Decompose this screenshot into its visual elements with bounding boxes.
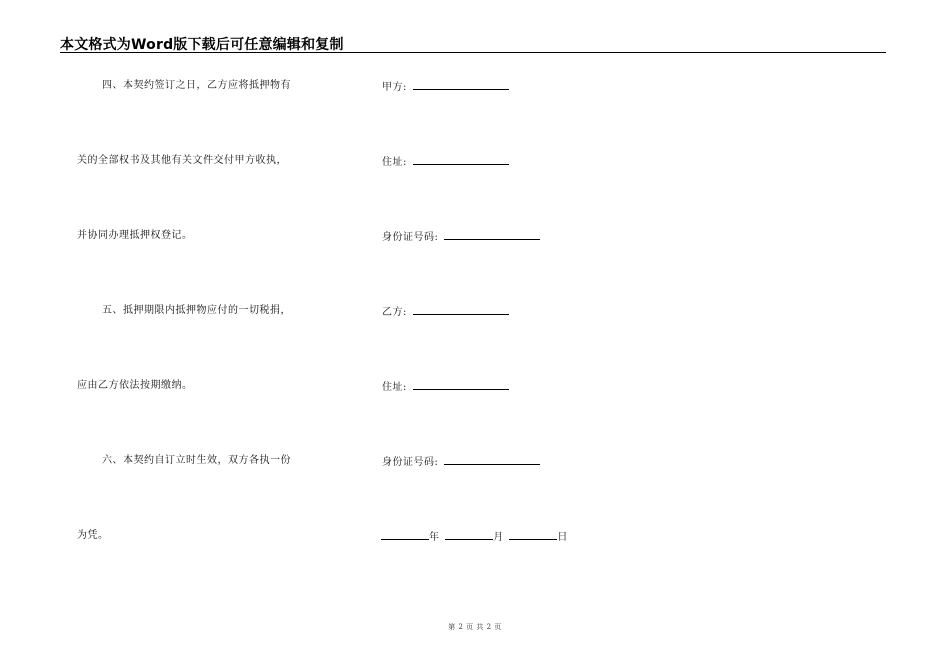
page-header-title: 本文格式为Word版下载后可任意编辑和复制 bbox=[60, 37, 344, 53]
clause-6-line-1: 六、本契约自订立时生效，双方各执一份 bbox=[102, 455, 291, 466]
clause-6-line-2: 为凭。 bbox=[77, 530, 109, 541]
address-1-blank bbox=[413, 154, 509, 165]
clause-4-line-3: 并协同办理抵押权登记。 bbox=[77, 230, 193, 241]
id-number-1-label: 身份证号码: bbox=[382, 232, 439, 243]
year-blank bbox=[381, 529, 429, 540]
address-2-blank bbox=[413, 379, 509, 390]
address-2-label: 住址: bbox=[382, 382, 407, 393]
clause-5-line-1: 五、抵押期限内抵押物应付的一切税捐， bbox=[102, 305, 291, 316]
party-a-label: 甲方: bbox=[382, 82, 407, 93]
party-a-blank bbox=[413, 79, 509, 90]
day-label: 日 bbox=[557, 532, 568, 543]
party-a-row bbox=[382, 79, 509, 95]
id-number-2-label: 身份证号码: bbox=[382, 457, 439, 468]
page-footer: 第 2 页 共 2 页 bbox=[448, 623, 502, 631]
month-label: 月 bbox=[493, 532, 504, 543]
party-b-label: 乙方: bbox=[382, 307, 407, 318]
address-2-row bbox=[382, 379, 509, 395]
clause-5-line-2: 应由乙方依法按期缴纳。 bbox=[77, 380, 193, 391]
month-blank bbox=[445, 529, 493, 540]
party-b-blank bbox=[413, 304, 509, 315]
date-row bbox=[381, 529, 568, 545]
id-number-1-row bbox=[382, 229, 540, 245]
id-number-2-row bbox=[382, 454, 540, 470]
clause-4-line-1: 四、本契约签订之日，乙方应将抵押物有 bbox=[102, 80, 291, 91]
header-rule bbox=[60, 52, 886, 53]
id-number-1-blank bbox=[444, 229, 540, 240]
id-number-2-blank bbox=[444, 454, 540, 465]
address-1-row bbox=[382, 154, 509, 170]
year-label: 年 bbox=[429, 532, 440, 543]
day-blank bbox=[509, 529, 557, 540]
address-1-label: 住址: bbox=[382, 157, 407, 168]
clause-4-line-2: 关的全部权书及其他有关文件交付甲方收执， bbox=[77, 155, 287, 166]
party-b-row bbox=[382, 304, 509, 320]
